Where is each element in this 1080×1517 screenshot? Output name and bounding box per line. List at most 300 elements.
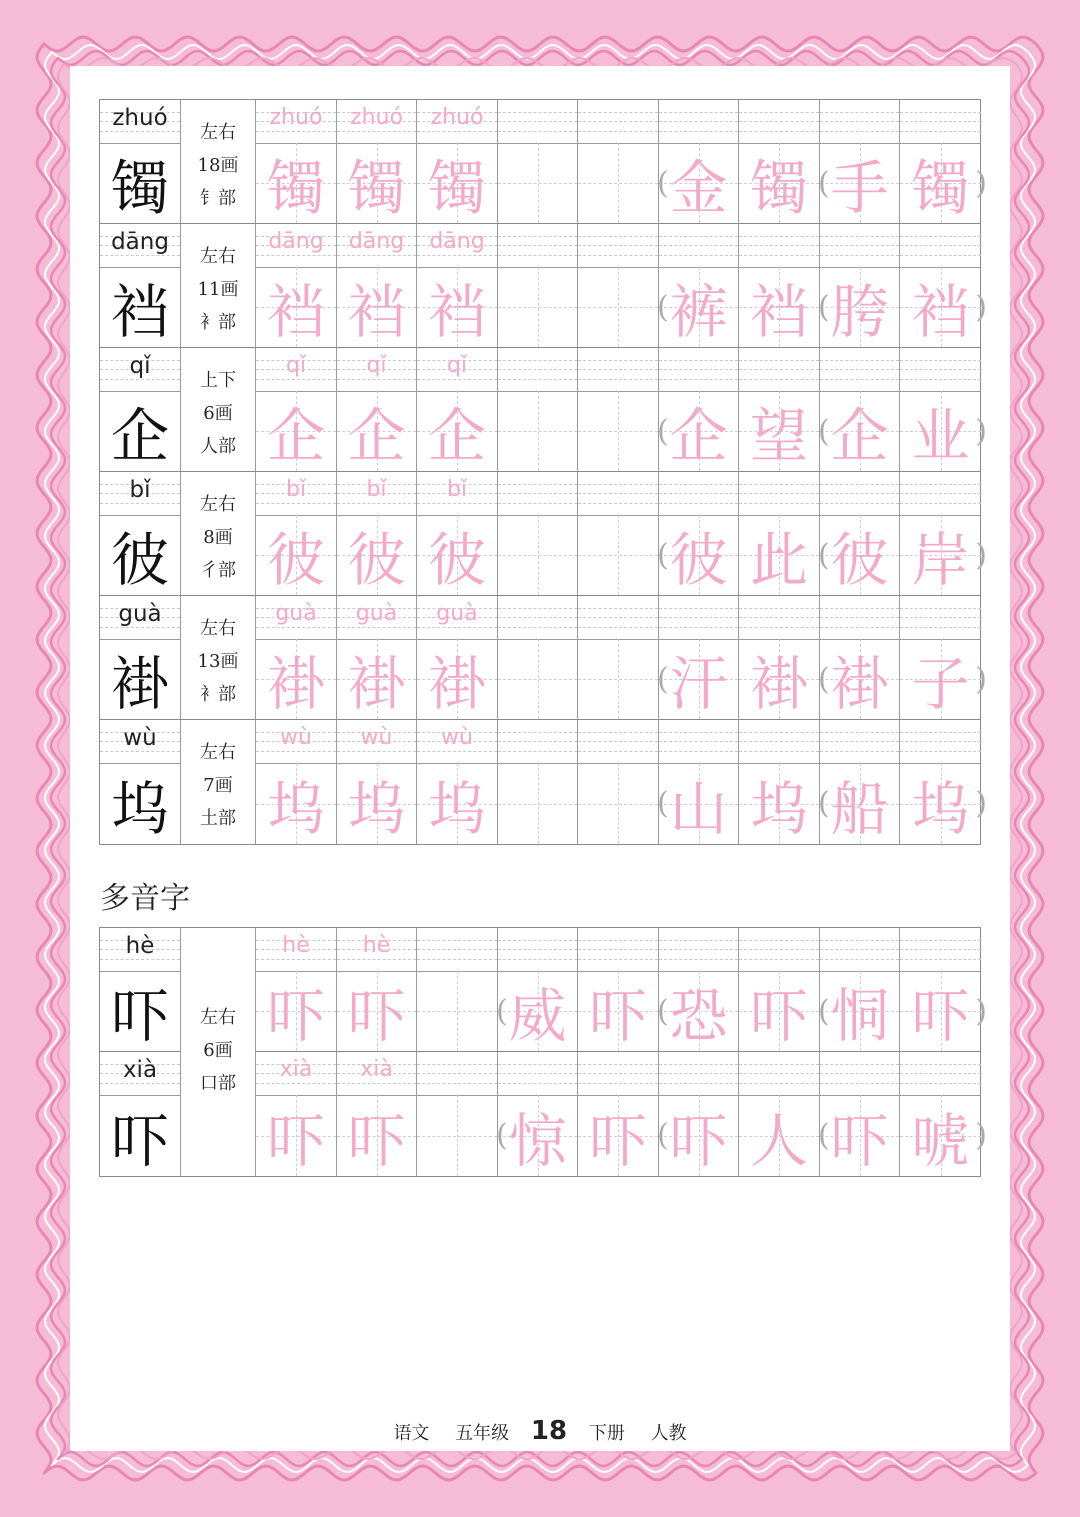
- char-box: [256, 639, 336, 719]
- structure-label: 左右: [200, 122, 236, 143]
- pinyin-lines: [820, 928, 899, 971]
- char-box: [337, 1095, 416, 1176]
- tracing-pinyin: zhuó: [430, 105, 484, 130]
- pinyin-guide-line: [659, 940, 738, 941]
- char-box: [820, 1095, 899, 1176]
- word-open-paren: (: [818, 537, 830, 573]
- tracing-pinyin: guà: [355, 601, 398, 626]
- char-box: [417, 515, 497, 595]
- footer-publisher: 人教: [650, 1423, 687, 1444]
- pinyin-guide-line: [659, 369, 738, 370]
- tracing-pinyin: bǐ: [366, 477, 387, 502]
- blank-practice-cell: [577, 100, 658, 223]
- stroke-count: 11画: [197, 279, 239, 300]
- tracing-cell: [255, 348, 336, 471]
- word-character: 彼: [669, 526, 728, 594]
- word-cell: [658, 472, 738, 595]
- pinyin-lines: [337, 100, 416, 143]
- blank-practice-cell: [497, 100, 577, 223]
- pinyin-guide-line: [659, 617, 738, 618]
- pinyin-guide-line: [820, 1064, 899, 1065]
- pinyin-lines: [417, 720, 497, 763]
- pinyin-guide-line: [739, 121, 819, 122]
- char-info: [181, 736, 255, 835]
- char-box: [739, 267, 819, 347]
- word-character: 手: [830, 154, 889, 222]
- word-open-paren: (: [657, 289, 669, 325]
- tracing-cell: [336, 472, 416, 595]
- char-box: [578, 1095, 658, 1176]
- pinyin-guide-line: [498, 1064, 577, 1065]
- page-footer: [0, 1416, 1080, 1446]
- pinyin-lines: [659, 472, 738, 515]
- tracing-character: 彼: [427, 526, 486, 594]
- char-box: [820, 143, 899, 223]
- pinyin-guide-line: [659, 959, 738, 960]
- tracing-cell: [255, 224, 336, 347]
- char-box: [739, 639, 819, 719]
- pinyin-lines: [659, 100, 738, 143]
- word-character: 吓: [911, 982, 970, 1050]
- polyphone-info-cell: [180, 928, 255, 1176]
- char-box: [900, 639, 981, 719]
- char-box: [659, 143, 738, 223]
- pinyin-guide-line: [256, 1083, 336, 1084]
- main-character: 坞: [110, 774, 169, 843]
- pinyin-lines: [100, 720, 180, 763]
- pinyin-lines: [337, 720, 416, 763]
- tracing-character: 吓: [266, 1106, 325, 1175]
- word-cell: [899, 596, 987, 719]
- char-box-horizontal-guide: [498, 804, 577, 805]
- pinyin-guide-line: [498, 369, 577, 370]
- pinyin-guide-line: [498, 1083, 577, 1084]
- char-box: [417, 639, 497, 719]
- word-cell: [658, 720, 738, 844]
- tracing-cell: [416, 100, 497, 223]
- pinyin-lines: [578, 720, 658, 763]
- tracing-pinyin: wù: [441, 725, 473, 750]
- word-cell: [658, 1052, 738, 1176]
- pinyin-lines: [820, 224, 899, 267]
- pinyin-lines: [739, 596, 819, 639]
- pinyin-guide-line: [659, 741, 738, 742]
- char-box: [659, 639, 738, 719]
- tracing-character: 镯: [427, 154, 486, 222]
- pinyin-guide-line: [100, 255, 180, 256]
- pinyin-guide-line: [498, 751, 577, 752]
- pinyin-guide-line: [417, 949, 497, 950]
- pinyin-guide-line: [578, 131, 658, 132]
- pinyin-lines: [498, 1052, 577, 1095]
- pinyin-lines: [256, 928, 336, 971]
- char-box: [739, 143, 819, 223]
- pinyin-lines: [417, 928, 497, 971]
- word-cell: [738, 1052, 819, 1176]
- pinyin-guide-line: [100, 503, 180, 504]
- word-character: 望: [749, 402, 808, 470]
- pinyin-guide-line: [498, 493, 577, 494]
- pinyin-lines: [498, 472, 577, 515]
- pinyin-guide-line: [578, 949, 658, 950]
- pinyin-lines: [100, 928, 180, 971]
- pinyin-guide-line: [337, 255, 416, 256]
- pinyin-guide-line: [900, 627, 981, 628]
- word-close-paren: ): [975, 537, 987, 573]
- pinyin-guide-line: [498, 379, 577, 380]
- char-box-horizontal-guide: [578, 183, 658, 184]
- tracing-character: 镯: [347, 154, 406, 222]
- char-info-cell: [180, 224, 255, 347]
- radical-label: 人部: [200, 436, 236, 457]
- tracing-pinyin: qǐ: [366, 353, 387, 378]
- char-box: [100, 143, 180, 223]
- pinyin-label: zhuó: [112, 105, 168, 131]
- char-box: [659, 1095, 738, 1176]
- word-cell: [899, 472, 987, 595]
- tracing-pinyin: guà: [275, 601, 317, 626]
- pinyin-lines: [900, 596, 981, 639]
- pinyin-lines: [417, 596, 497, 639]
- pinyin-guide-line: [659, 608, 738, 609]
- radical-label: 口部: [200, 1073, 236, 1094]
- word-cell: [658, 100, 738, 223]
- word-character: 裤: [669, 278, 728, 346]
- pinyin-guide-line: [739, 741, 819, 742]
- pinyin-guide-line: [100, 627, 180, 628]
- word-character: 山: [669, 774, 728, 843]
- pinyin-guide-line: [578, 959, 658, 960]
- pinyin-guide-line: [739, 131, 819, 132]
- pinyin-guide-line: [498, 627, 577, 628]
- char-row: [100, 596, 987, 720]
- word-open-paren: (: [818, 1118, 830, 1153]
- char-box: [900, 267, 981, 347]
- char-info-cell: [180, 472, 255, 595]
- pinyin-guide-line: [739, 949, 819, 950]
- char-box: [256, 763, 336, 844]
- tracing-pinyin: guà: [436, 601, 478, 626]
- word-cell: [738, 348, 819, 471]
- main-char-cell: [100, 100, 180, 223]
- page-number: 18: [530, 1416, 568, 1446]
- tracing-character: 坞: [427, 774, 486, 843]
- pinyin-guide-line: [417, 627, 497, 628]
- pinyin-guide-line: [820, 360, 899, 361]
- char-box: [337, 763, 416, 844]
- pinyin-lines: [417, 472, 497, 515]
- char-box: [498, 515, 577, 595]
- pinyin-lines: [900, 100, 981, 143]
- word-open-paren: (: [818, 993, 830, 1029]
- char-box: [337, 143, 416, 223]
- pinyin-guide-line: [820, 369, 899, 370]
- pinyin-guide-line: [739, 369, 819, 370]
- char-box: [100, 971, 180, 1051]
- word-character: 业: [911, 402, 970, 470]
- pinyin-guide-line: [337, 751, 416, 752]
- word-character: 裆: [749, 278, 808, 346]
- char-box: [498, 639, 577, 719]
- word-cell: [819, 720, 899, 844]
- pinyin-lines: [417, 348, 497, 391]
- word-character: 唬: [911, 1106, 970, 1175]
- pinyin-guide-line: [417, 1083, 497, 1084]
- char-box: [659, 391, 738, 471]
- pinyin-lines: [659, 1052, 738, 1095]
- pinyin-guide-line: [578, 121, 658, 122]
- pinyin-guide-line: [900, 1083, 981, 1084]
- pinyin-guide-line: [100, 379, 180, 380]
- word-cell: [819, 100, 899, 223]
- pinyin-guide-line: [256, 959, 336, 960]
- pinyin-lines: [578, 348, 658, 391]
- pinyin-lines: [739, 928, 819, 971]
- char-box: [900, 391, 981, 471]
- word-character: 恐: [669, 982, 728, 1050]
- char-box-horizontal-guide: [498, 307, 577, 308]
- structure-label: 上下: [200, 370, 236, 391]
- word-cell: [899, 720, 987, 844]
- word-close-paren: ): [975, 413, 987, 449]
- char-box: [417, 267, 497, 347]
- char-box: [256, 143, 336, 223]
- pinyin-guide-line: [578, 112, 658, 113]
- pinyin-guide-line: [659, 1083, 738, 1084]
- word-cell: [899, 1052, 987, 1176]
- pinyin-guide-line: [739, 245, 819, 246]
- word-open-paren: (: [657, 661, 669, 697]
- word-character: 彼: [830, 526, 889, 594]
- pinyin-lines: [498, 928, 577, 971]
- tracing-character: 坞: [347, 774, 406, 843]
- pinyin-guide-line: [578, 360, 658, 361]
- character-practice-grid: [99, 99, 987, 845]
- main-character: 企: [110, 402, 169, 470]
- pinyin-lines: [739, 100, 819, 143]
- word-open-paren: (: [818, 786, 830, 821]
- tracing-cell: [255, 928, 336, 1051]
- pinyin-guide-line: [498, 741, 577, 742]
- pinyin-guide-line: [900, 959, 981, 960]
- pinyin-guide-line: [578, 940, 658, 941]
- pinyin-guide-line: [100, 131, 180, 132]
- char-box: [820, 515, 899, 595]
- char-box: [820, 971, 899, 1051]
- pinyin-guide-line: [578, 245, 658, 246]
- word-cell: [819, 348, 899, 471]
- pinyin-lines: [337, 928, 416, 971]
- word-open-paren: (: [818, 413, 830, 449]
- word-cell: [658, 224, 738, 347]
- pinyin-guide-line: [659, 493, 738, 494]
- pinyin-guide-line: [659, 245, 738, 246]
- pinyin-guide-line: [900, 131, 981, 132]
- main-char-cell: [100, 1052, 180, 1176]
- pinyin-guide-line: [820, 627, 899, 628]
- pinyin-guide-line: [578, 1064, 658, 1065]
- pinyin-lines: [820, 1052, 899, 1095]
- pinyin-lines: [100, 596, 180, 639]
- pinyin-guide-line: [900, 617, 981, 618]
- word-character: 金: [669, 154, 728, 222]
- char-box: [100, 639, 180, 719]
- pinyin-guide-line: [900, 1073, 981, 1074]
- pinyin-lines: [659, 596, 738, 639]
- pinyin-lines: [578, 472, 658, 515]
- word-character: 吓: [588, 982, 647, 1050]
- tracing-cell: [336, 100, 416, 223]
- char-box: [256, 515, 336, 595]
- pinyin-guide-line: [739, 379, 819, 380]
- pinyin-guide-line: [739, 360, 819, 361]
- pinyin-guide-line: [417, 940, 497, 941]
- word-character: 岸: [911, 526, 970, 594]
- tracing-cell: [336, 928, 416, 1051]
- tracing-cell: [416, 224, 497, 347]
- polyphone-info: [181, 1001, 255, 1100]
- pinyin-lines: [337, 224, 416, 267]
- pinyin-guide-line: [417, 379, 497, 380]
- main-character: 彼: [110, 526, 169, 594]
- pinyin-guide-line: [659, 732, 738, 733]
- word-cell: [738, 472, 819, 595]
- stroke-count: 13画: [197, 651, 239, 672]
- pinyin-guide-line: [739, 503, 819, 504]
- main-char-cell: [100, 720, 180, 844]
- word-open-paren: (: [657, 165, 669, 201]
- pinyin-guide-line: [739, 732, 819, 733]
- tracing-cell: [255, 472, 336, 595]
- pinyin-guide-line: [900, 369, 981, 370]
- char-box: [900, 763, 981, 844]
- word-character: 威: [508, 982, 567, 1050]
- char-box: [578, 143, 658, 223]
- char-box: [100, 1095, 180, 1176]
- word-open-paren: (: [657, 786, 669, 821]
- pinyin-guide-line: [417, 751, 497, 752]
- pinyin-label: hè: [125, 933, 155, 959]
- char-box: [659, 763, 738, 844]
- pinyin-lines: [100, 348, 180, 391]
- pinyin-guide-line: [820, 741, 899, 742]
- pinyin-guide-line: [659, 236, 738, 237]
- pinyin-guide-line: [498, 940, 577, 941]
- pinyin-lines: [900, 928, 981, 971]
- tracing-character: 企: [347, 402, 406, 470]
- word-open-paren: (: [657, 1118, 669, 1153]
- tracing-character: 褂: [427, 650, 486, 718]
- word-character: 企: [669, 402, 728, 470]
- pinyin-lines: [100, 100, 180, 143]
- pinyin-lines: [498, 720, 577, 763]
- pinyin-guide-line: [498, 131, 577, 132]
- pinyin-guide-line: [337, 627, 416, 628]
- tracing-pinyin: wù: [360, 725, 393, 750]
- pinyin-guide-line: [256, 503, 336, 504]
- pinyin-guide-line: [659, 255, 738, 256]
- pinyin-guide-line: [498, 959, 577, 960]
- pinyin-guide-line: [900, 493, 981, 494]
- char-box-horizontal-guide: [417, 1136, 497, 1137]
- pinyin-guide-line: [820, 608, 899, 609]
- pinyin-guide-line: [900, 236, 981, 237]
- tracing-cell: [336, 1052, 416, 1176]
- pinyin-lines: [417, 100, 497, 143]
- pinyin-guide-line: [739, 236, 819, 237]
- char-box: [578, 267, 658, 347]
- radical-label: 钅部: [200, 188, 236, 209]
- char-box: [659, 267, 738, 347]
- pinyin-lines: [256, 1052, 336, 1095]
- main-char-cell: [100, 596, 180, 719]
- pinyin-guide-line: [820, 751, 899, 752]
- pinyin-guide-line: [337, 959, 416, 960]
- pinyin-lines: [256, 348, 336, 391]
- pinyin-lines: [498, 100, 577, 143]
- pinyin-lines: [900, 224, 981, 267]
- pinyin-guide-line: [659, 503, 738, 504]
- tracing-cell: [255, 100, 336, 223]
- pinyin-lines: [337, 596, 416, 639]
- tracing-pinyin: xià: [360, 1057, 393, 1082]
- pinyin-guide-line: [578, 732, 658, 733]
- tracing-character: 企: [427, 402, 486, 470]
- pinyin-guide-line: [739, 1064, 819, 1065]
- pinyin-lines: [100, 472, 180, 515]
- pinyin-lines: [498, 348, 577, 391]
- blank-practice-cell: [577, 472, 658, 595]
- pinyin-lines: [337, 348, 416, 391]
- pinyin-guide-line: [900, 751, 981, 752]
- pinyin-lines: [820, 472, 899, 515]
- pinyin-guide-line: [739, 959, 819, 960]
- word-character: 吓: [588, 1106, 647, 1175]
- blank-practice-cell: [577, 720, 658, 844]
- pinyin-guide-line: [900, 255, 981, 256]
- main-char-cell: [100, 348, 180, 471]
- section-title-polyphone: 多音字: [100, 881, 190, 916]
- word-cell: [899, 348, 987, 471]
- pinyin-lines: [659, 224, 738, 267]
- stroke-count: 7画: [203, 775, 233, 796]
- char-box: [337, 639, 416, 719]
- word-character: 坞: [911, 774, 970, 843]
- pinyin-guide-line: [578, 255, 658, 256]
- char-info: [181, 116, 255, 215]
- pinyin-guide-line: [417, 255, 497, 256]
- pinyin-guide-line: [417, 1073, 497, 1074]
- char-box: [417, 143, 497, 223]
- pinyin-label: dāng: [111, 229, 169, 255]
- pinyin-guide-line: [739, 617, 819, 618]
- pinyin-guide-line: [578, 1083, 658, 1084]
- char-box: [900, 143, 981, 223]
- pinyin-guide-line: [659, 484, 738, 485]
- word-cell: [738, 596, 819, 719]
- char-box-horizontal-guide: [578, 555, 658, 556]
- blank-practice-cell: [416, 928, 497, 1051]
- pinyin-guide-line: [739, 1083, 819, 1084]
- char-box-horizontal-guide: [498, 679, 577, 680]
- pinyin-label: wù: [123, 725, 157, 751]
- word-character: 船: [830, 774, 889, 843]
- main-character: 镯: [110, 154, 169, 222]
- char-box: [417, 391, 497, 471]
- word-close-paren: ): [975, 289, 987, 325]
- char-box: [739, 763, 819, 844]
- pinyin-lines: [820, 348, 899, 391]
